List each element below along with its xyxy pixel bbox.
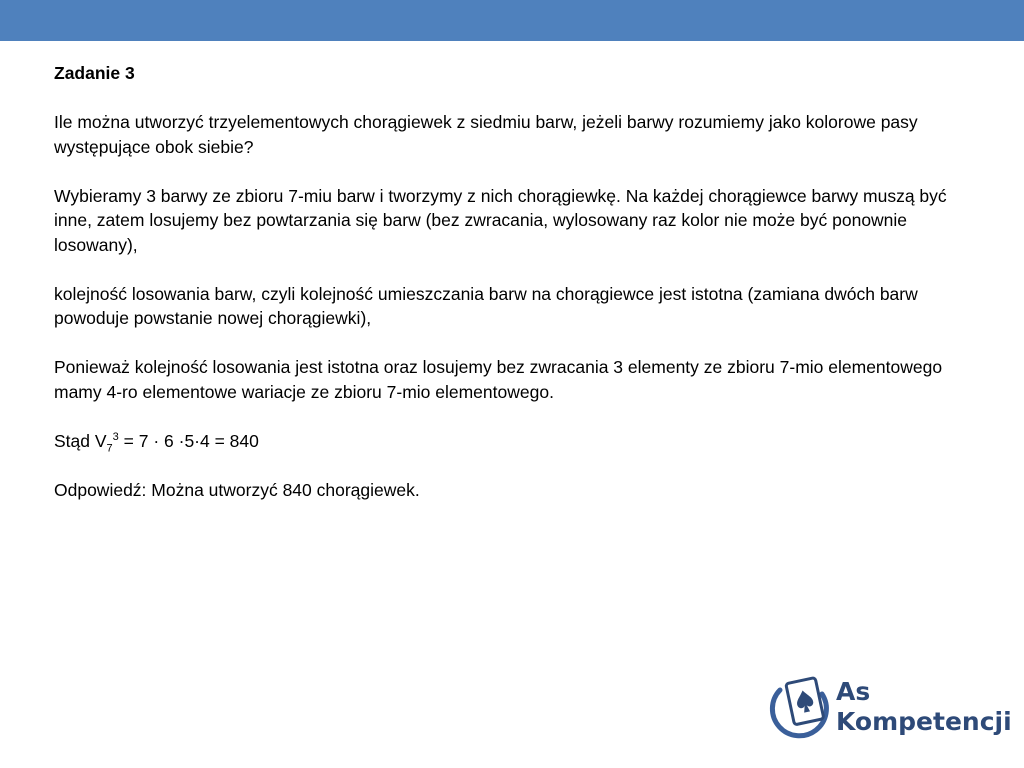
header-bar bbox=[0, 0, 1024, 41]
question-text: Ile można utworzyć trzyelementowych chorągiewek z siedmiu barw, jeżeli barwy rozumiemy jako kolorowe pasy występujące obok siebie? bbox=[54, 112, 918, 157]
answer-text: Odpowiedź: Można utworzyć 840 chorągiewek. bbox=[54, 479, 420, 500]
formula-superscript: 3 bbox=[112, 430, 119, 443]
explanation-paragraph-1: Wybieramy 3 barwy ze zbioru 7-miu barw i tworzymy z nich chorągiewkę. Na każdej chorągiewce barwy muszą być inne, zatem losujemy bez powtarzania się barw (bez zwracania, wylosowany raz kolor nie może być ponownie losowany), bbox=[54, 185, 947, 255]
slide-title: Zadanie 3 bbox=[54, 63, 135, 83]
slide-content bbox=[54, 61, 954, 527]
logo-text-kompetencji: Kompetencji bbox=[836, 707, 1012, 736]
explanation-paragraph-2: kolejność losowania barw, czyli kolejność umieszczania barw na chorągiewce jest istotna (zamiana dwóch barw powoduje powstanie nowej chorągiewki), bbox=[54, 283, 918, 328]
formula-result: = 7 · 6 ·5·4 = 840 bbox=[118, 430, 259, 451]
formula-subscript: 7 bbox=[106, 442, 113, 454]
as-kompetencji-logo bbox=[768, 672, 1012, 744]
formula-prefix: Stąd V bbox=[54, 430, 107, 451]
logo-text-as: As bbox=[836, 677, 871, 706]
formula-line bbox=[54, 429, 954, 454]
playing-card-spade-icon bbox=[768, 672, 832, 744]
explanation-paragraph-3: Ponieważ kolejność losowania jest istotna oraz losujemy bez zwracania 3 elementy ze zbioru 7-mio elementowego mamy 4-ro elementowe wariacje ze zbioru 7-mio elementowego. bbox=[54, 357, 943, 402]
